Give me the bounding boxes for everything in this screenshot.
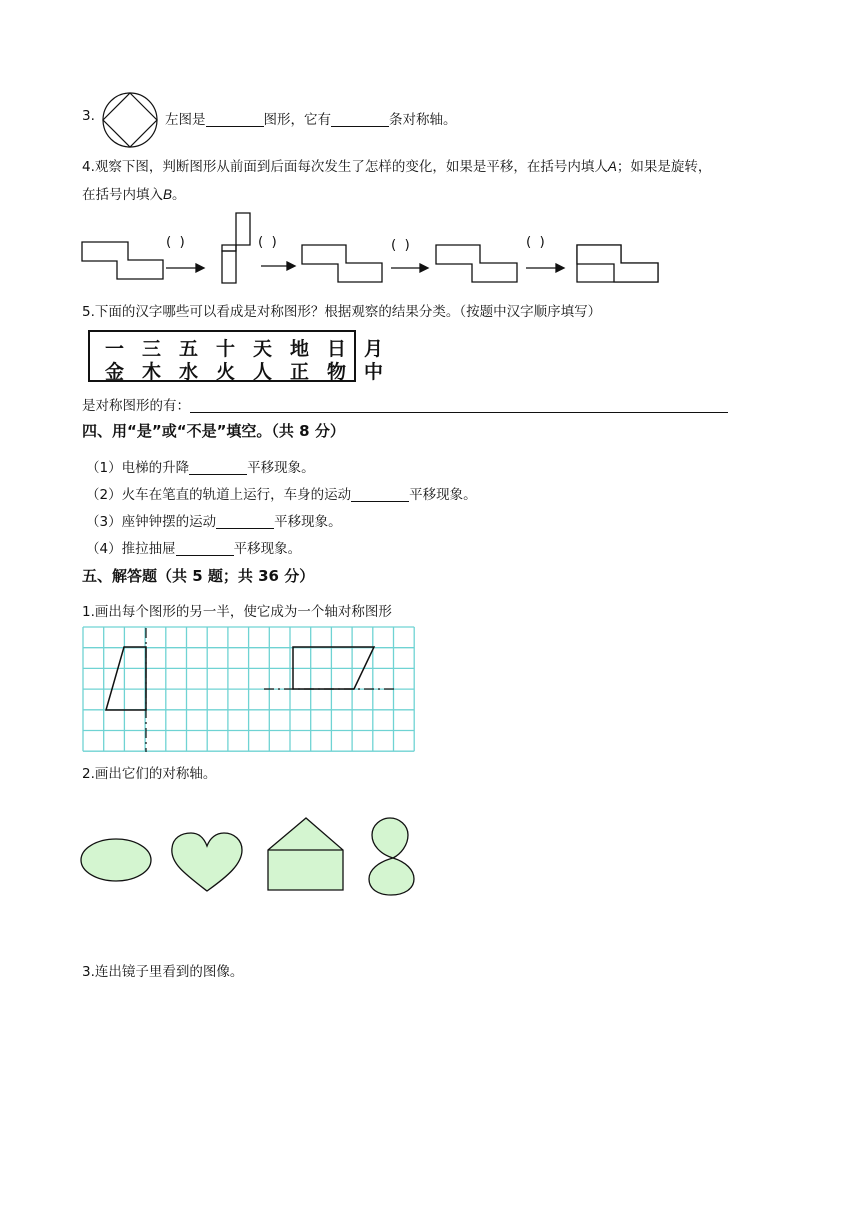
hanzi-table <box>88 330 383 383</box>
house-pentagon-shape <box>268 818 343 890</box>
q3-blank-shape[interactable] <box>206 112 264 127</box>
q3-blank-axes[interactable] <box>331 112 389 127</box>
s4-item-3 <box>86 510 342 530</box>
q3-line <box>165 108 457 128</box>
hanzi-char: 天 <box>252 338 272 360</box>
s4-item-suffix: 平移现象。 <box>409 487 477 503</box>
s4-item-text: （2）火车在笔直的轨道上运行，车身的运动 <box>86 487 352 503</box>
s4-item-suffix: 平移现象。 <box>274 514 342 530</box>
z-shape-1 <box>82 242 163 279</box>
q4-letter-b: B <box>163 187 173 202</box>
circle-square-figure <box>96 92 164 148</box>
s4-item-4 <box>86 537 301 557</box>
q4-text-b: ；如果是旋转， <box>616 159 712 175</box>
q4-line2 <box>82 183 186 203</box>
hanzi-char: 五 <box>178 338 198 360</box>
hanzi-char: 地 <box>289 338 309 360</box>
hanzi-row-2 <box>96 357 392 384</box>
hanzi-char: 木 <box>141 361 161 383</box>
section-4-title: 四、用“是”或“不是”填空。（共 8 分） <box>82 422 345 440</box>
hanzi-char: 人 <box>252 361 272 383</box>
s4-blank-3[interactable] <box>216 514 274 529</box>
s4-blank-2[interactable] <box>351 487 409 502</box>
s4-item-suffix: 平移现象。 <box>247 460 315 476</box>
q5-answer-line <box>82 394 728 414</box>
symmetric-shapes-figure <box>80 818 420 898</box>
s4-item-text: （3）座钟钟摆的运动 <box>86 514 217 530</box>
q4-line1 <box>82 155 711 175</box>
q3-text-a: 左图是 <box>165 112 206 128</box>
hanzi-char: 正 <box>289 361 309 383</box>
q4-text-d: 。 <box>172 187 186 203</box>
z-shape-4 <box>436 245 517 282</box>
q4-text: 4.观察下图，判断图形从前面到后面每次发生了怎样的变化，如果是平移，在括号内填人 <box>82 159 608 175</box>
q5-answer-blank[interactable] <box>190 398 728 413</box>
q3-text-c: 条对称轴。 <box>389 112 457 128</box>
s4-blank-1[interactable] <box>189 460 247 475</box>
hanzi-char: 十 <box>215 338 235 360</box>
q5-prompt: 5.下面的汉字哪些可以看成是对称图形？根据观察的结果分类。（按题中汉字顺序填写） <box>82 304 602 320</box>
q4-paren-3[interactable]: ( ) <box>391 237 412 253</box>
q4-letter-a: A <box>607 159 617 174</box>
s4-item-suffix: 平移现象。 <box>233 541 302 557</box>
figure-eight-shape <box>369 818 414 895</box>
symmetry-grid-figure <box>82 626 416 754</box>
hanzi-char: 三 <box>141 338 161 360</box>
s5-q1-prompt: 1.画出每个图形的另一半，使它成为一个轴对称图形 <box>82 604 392 620</box>
hanzi-char: 中 <box>363 361 383 383</box>
left-half-shape <box>106 647 146 710</box>
s4-item-text: （4）推拉抽屉 <box>86 541 176 557</box>
s4-item-1 <box>86 456 315 476</box>
hanzi-char: 火 <box>215 361 235 383</box>
z-shape-3 <box>302 245 382 282</box>
hanzi-char: 一 <box>104 338 124 360</box>
s5-q3-prompt: 3.连出镜子里看到的图像。 <box>82 964 244 980</box>
q4-text-c: 在括号内填入 <box>82 187 163 203</box>
section-5-title: 五、解答题（共 5 题；共 36 分） <box>82 567 315 585</box>
s5-q2-prompt: 2.画出它们的对称轴。 <box>82 766 217 782</box>
hanzi-char: 日 <box>326 338 346 360</box>
s4-item-2 <box>86 483 477 503</box>
hanzi-char: 水 <box>178 361 198 383</box>
s4-item-text: （1）电梯的升降 <box>86 460 190 476</box>
q4-paren-1[interactable]: ( ) <box>166 234 187 250</box>
q3-text-b: 图形，它有 <box>263 112 331 128</box>
hanzi-char: 物 <box>326 361 346 383</box>
q4-paren-2[interactable]: ( ) <box>258 234 279 250</box>
heart-shape <box>172 833 242 891</box>
q5-answer-label: 是对称图形的有： <box>82 398 190 414</box>
q3-number: 3. <box>82 108 95 124</box>
s4-blank-4[interactable] <box>176 541 234 556</box>
ellipse-shape <box>81 839 151 881</box>
q4-paren-4[interactable]: ( ) <box>526 234 547 250</box>
hanzi-char: 月 <box>363 338 383 360</box>
hanzi-char: 金 <box>104 361 124 383</box>
